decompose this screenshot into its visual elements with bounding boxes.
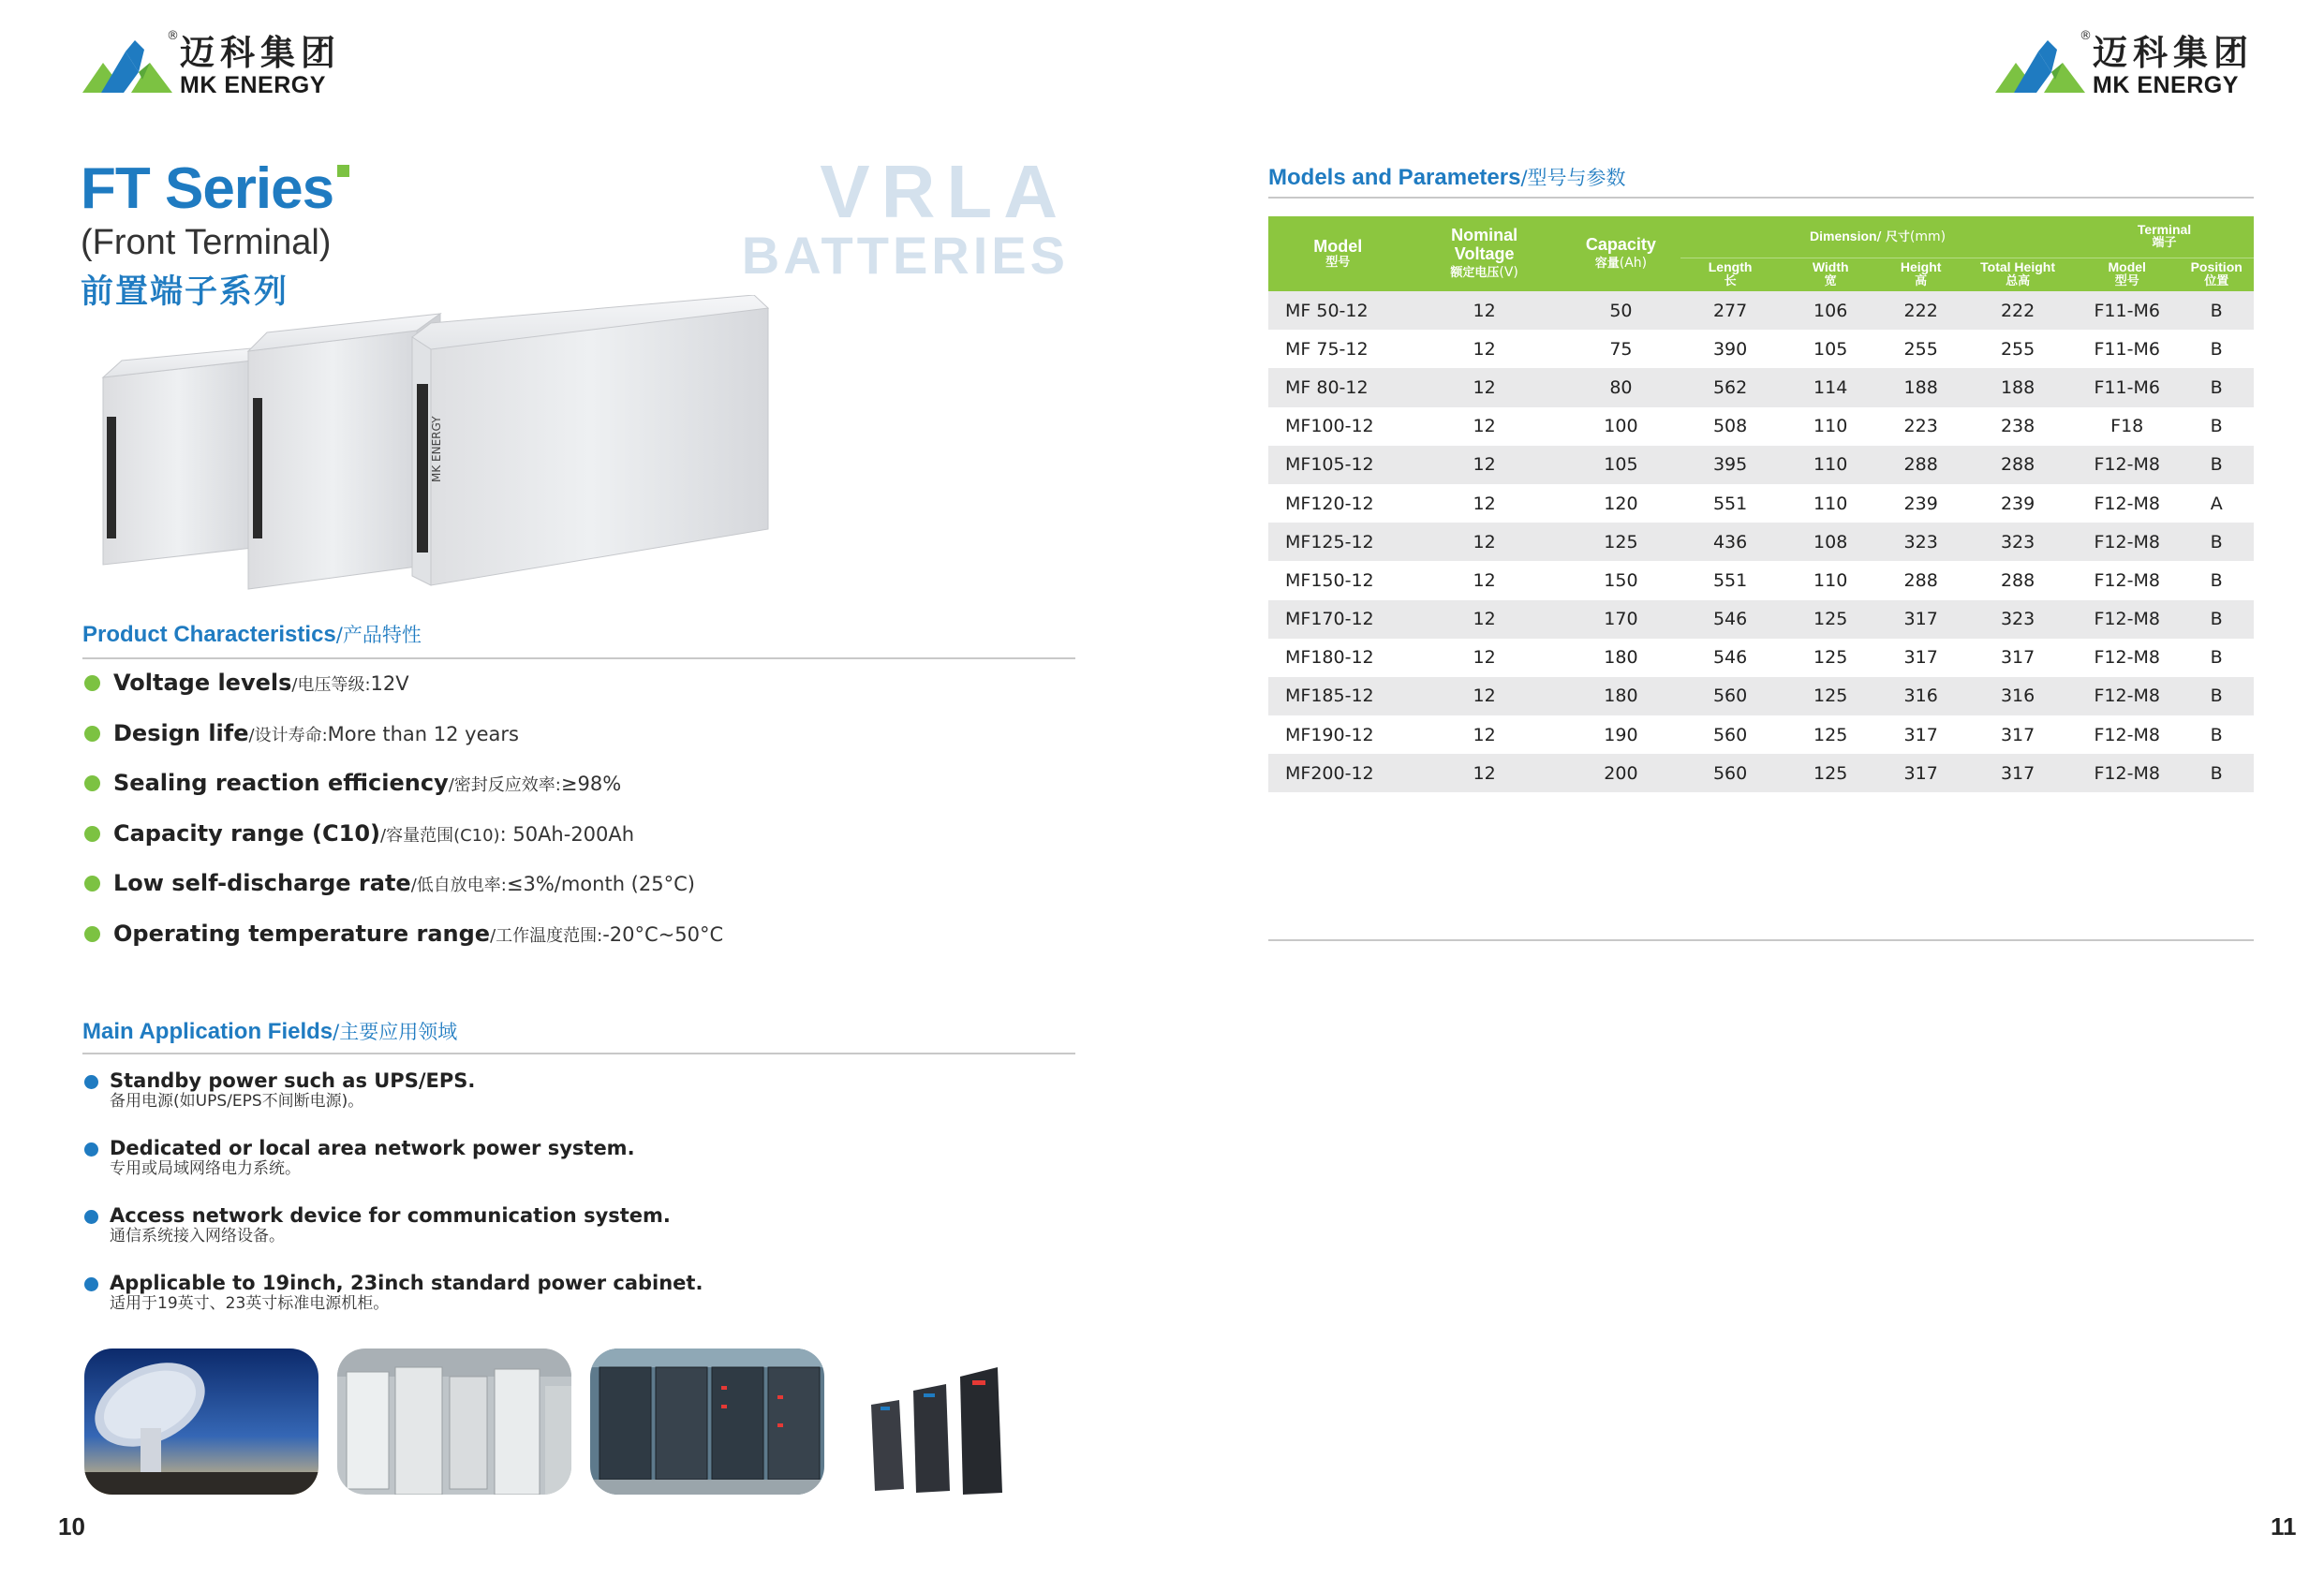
list-item: Standby power such as UPS/EPS. 备用电源(如UPS/EPS不间断电源)。 (84, 1069, 1077, 1137)
registered-mark: ® (2080, 29, 2092, 43)
table-cell: B (2179, 368, 2254, 406)
table-cell: MF150-12 (1268, 561, 1407, 599)
table-cell: B (2179, 330, 2254, 368)
table-cell: 125 (1780, 639, 1881, 677)
characteristics-title: Product Characteristics/产品特性 (82, 622, 422, 647)
blue-bullet-icon (84, 1075, 98, 1089)
table-cell: 390 (1680, 330, 1780, 368)
table-cell: B (2179, 754, 2254, 792)
table-cell: MF125-12 (1268, 523, 1407, 561)
table-cell: 551 (1680, 484, 1780, 523)
table-row (1268, 561, 2254, 599)
table-cell: 317 (1881, 754, 1961, 792)
table-cell: MF 75-12 (1268, 330, 1407, 368)
header-capacity: Capacity 容量(Ah) (1562, 216, 1680, 291)
table-cell: 12 (1407, 561, 1561, 599)
mk-logo-icon (82, 37, 172, 96)
brand-name-cn: 迈科集团 (180, 33, 341, 73)
table-cell: 316 (1961, 677, 2075, 715)
table-cell: B (2179, 446, 2254, 484)
table-cell: F12-M8 (2075, 639, 2179, 677)
table-cell: 110 (1780, 484, 1881, 523)
table-cell: F12-M8 (2075, 754, 2179, 792)
brand-name-en: MK ENERGY (180, 72, 326, 98)
table-cell: 395 (1680, 446, 1780, 484)
table-cell: 12 (1407, 368, 1561, 406)
applications-list (84, 1069, 1077, 1339)
header-height: Height 高 (1881, 258, 1961, 291)
table-cell: 222 (1881, 291, 1961, 330)
battery-brand-label: MK ENERGY (430, 416, 443, 482)
battery-product-image (94, 295, 787, 604)
table-cell: 255 (1881, 330, 1961, 368)
applications-title: Main Application Fields/主要应用领域 (82, 1019, 458, 1044)
table-cell: 12 (1407, 677, 1561, 715)
table-cell: 288 (1881, 446, 1961, 484)
list-item: Access network device for communication system. 通信系统接入网络设备。 (84, 1204, 1077, 1272)
table-cell: 110 (1780, 561, 1881, 599)
table-cell: F12-M8 (2075, 561, 2179, 599)
table-cell: 12 (1407, 715, 1561, 754)
table-cell: 317 (1961, 639, 2075, 677)
list-item: Applicable to 19inch, 23inch standard power cabinet. 适用于19英寸、23英寸标准电源机柜。 (84, 1272, 1077, 1339)
header-length: Length 长 (1680, 258, 1780, 291)
table-cell: F12-M8 (2075, 715, 2179, 754)
models-table (1268, 216, 2254, 792)
table-cell: 150 (1562, 561, 1680, 599)
list-item: Low self-discharge rate /低自放电率: ≤3%/month (25°C) (84, 870, 1077, 921)
table-cell: MF105-12 (1268, 446, 1407, 484)
battery-medium (248, 314, 440, 589)
series-title: FT Series (81, 155, 349, 222)
ups-towers-photo (843, 1349, 1077, 1495)
table-cell: 317 (1881, 715, 1961, 754)
table-cell: 114 (1780, 368, 1881, 406)
table-cell: 12 (1407, 523, 1561, 561)
table-cell: 323 (1961, 600, 2075, 639)
table-cell: 288 (1881, 561, 1961, 599)
table-cell: 323 (1881, 523, 1961, 561)
header-terminal-model: Model 型号 (2075, 258, 2179, 291)
table-cell: 108 (1780, 523, 1881, 561)
table-cell: 12 (1407, 600, 1561, 639)
brand-logo-right (1995, 29, 2254, 98)
watermark-vrla: VRLA (820, 150, 1069, 233)
table-cell: 12 (1407, 446, 1561, 484)
header-model: Model 型号 (1268, 216, 1407, 291)
table-cell: B (2179, 291, 2254, 330)
green-bullet-icon (84, 826, 100, 842)
table-row (1268, 715, 2254, 754)
header-voltage: Nominal Voltage 额定电压(V) (1407, 216, 1561, 291)
list-item: Sealing reaction efficiency /密封反应效率: ≥98% (84, 770, 1077, 820)
table-cell: 238 (1961, 407, 2075, 446)
list-item: Voltage levels /电压等级: 12V (84, 670, 1077, 720)
section-divider (82, 1053, 1075, 1054)
table-cell: MF180-12 (1268, 639, 1407, 677)
table-cell: 100 (1562, 407, 1680, 446)
table-cell: MF185-12 (1268, 677, 1407, 715)
table-cell: 546 (1680, 600, 1780, 639)
table-cell: 546 (1680, 639, 1780, 677)
brand-logo-left (82, 29, 341, 98)
blue-bullet-icon (84, 1210, 98, 1224)
table-cell: 560 (1680, 754, 1780, 792)
table-cell: 12 (1407, 291, 1561, 330)
table-cell: F11-M6 (2075, 291, 2179, 330)
header-dimension: Dimension/ 尺寸(mm) (1680, 216, 2075, 258)
green-bullet-icon (84, 675, 100, 691)
table-row (1268, 639, 2254, 677)
table-cell: 75 (1562, 330, 1680, 368)
table-cell: 316 (1881, 677, 1961, 715)
table-cell: F18 (2075, 407, 2179, 446)
table-cell: B (2179, 407, 2254, 446)
table-cell: 125 (1780, 754, 1881, 792)
table-cell: B (2179, 715, 2254, 754)
table-cell: 125 (1780, 715, 1881, 754)
list-item: Operating temperature range /工作温度范围: -20°C~50°C (84, 921, 1077, 971)
table-cell: 105 (1562, 446, 1680, 484)
table-cell: 317 (1961, 715, 2075, 754)
table-cell: MF 80-12 (1268, 368, 1407, 406)
table-cell: MF170-12 (1268, 600, 1407, 639)
table-cell: F11-M6 (2075, 330, 2179, 368)
list-item: Design life /设计寿命: More than 12 years (84, 720, 1077, 771)
green-bullet-icon (84, 726, 100, 742)
table-row (1268, 446, 2254, 484)
brand-name-cn: 迈科集团 (2093, 33, 2254, 73)
models-title: Models and Parameters/型号与参数 (1268, 165, 1626, 190)
table-row (1268, 484, 2254, 523)
table-cell: 551 (1680, 561, 1780, 599)
table-cell: 317 (1881, 600, 1961, 639)
table-cell: 288 (1961, 561, 2075, 599)
section-divider (82, 657, 1075, 659)
section-divider (1268, 197, 2254, 199)
table-cell: 223 (1881, 407, 1961, 446)
list-item: Dedicated or local area network power system. 专用或局域网络电力系统。 (84, 1137, 1077, 1204)
table-cell: 180 (1562, 677, 1680, 715)
table-cell: F12-M8 (2075, 677, 2179, 715)
table-cell: 200 (1562, 754, 1680, 792)
table-cell: 105 (1780, 330, 1881, 368)
green-bullet-icon (84, 876, 100, 892)
header-width: Width 宽 (1780, 258, 1881, 291)
table-cell: 110 (1780, 446, 1881, 484)
table-cell: 562 (1680, 368, 1780, 406)
green-bullet-icon (84, 775, 100, 791)
table-cell: 110 (1780, 407, 1881, 446)
server-room-photo (590, 1349, 824, 1495)
header-total-height: Total Height 总高 (1961, 258, 2075, 291)
table-row (1268, 330, 2254, 368)
table-row (1268, 291, 2254, 330)
table-row (1268, 368, 2254, 406)
table-cell: 239 (1881, 484, 1961, 523)
table-cell: MF200-12 (1268, 754, 1407, 792)
table-cell: 222 (1961, 291, 2075, 330)
power-cabinets-photo (337, 1349, 571, 1495)
table-cell: F11-M6 (2075, 368, 2179, 406)
table-bottom-rule (1268, 939, 2254, 941)
green-square-icon (337, 165, 349, 177)
series-subtitle: (Front Terminal) (81, 223, 332, 262)
watermark-batteries: BATTERIES (741, 226, 1069, 285)
table-row (1268, 754, 2254, 792)
table-cell: 239 (1961, 484, 2075, 523)
table-row (1268, 677, 2254, 715)
table-cell: 12 (1407, 330, 1561, 368)
table-cell: F12-M8 (2075, 446, 2179, 484)
blue-bullet-icon (84, 1277, 98, 1291)
table-cell: 436 (1680, 523, 1780, 561)
header-terminal: Terminal 端子 (2075, 216, 2254, 258)
table-cell: 190 (1562, 715, 1680, 754)
table-cell: B (2179, 523, 2254, 561)
table-cell: MF100-12 (1268, 407, 1407, 446)
table-cell: 12 (1407, 484, 1561, 523)
table-row (1268, 600, 2254, 639)
table-cell: 106 (1780, 291, 1881, 330)
series-title-cn: 前置端子系列 (81, 273, 289, 311)
table-cell: B (2179, 639, 2254, 677)
page-number-left: 10 (58, 1512, 85, 1540)
table-cell: 12 (1407, 407, 1561, 446)
battery-large (412, 295, 768, 585)
table-cell: MF120-12 (1268, 484, 1407, 523)
table-cell: 120 (1562, 484, 1680, 523)
header-position: Position 位置 (2179, 258, 2254, 291)
table-cell: MF190-12 (1268, 715, 1407, 754)
table-cell: F12-M8 (2075, 600, 2179, 639)
table-cell: B (2179, 561, 2254, 599)
table-cell: 277 (1680, 291, 1780, 330)
mk-logo-icon (1995, 37, 2085, 96)
table-cell: 180 (1562, 639, 1680, 677)
table-cell: 560 (1680, 677, 1780, 715)
table-cell: 560 (1680, 715, 1780, 754)
table-cell: 125 (1562, 523, 1680, 561)
table-cell: 12 (1407, 639, 1561, 677)
table-cell: 188 (1961, 368, 2075, 406)
satellite-dish-photo (84, 1349, 318, 1495)
battery-small (103, 346, 272, 565)
table-cell: 125 (1780, 600, 1881, 639)
registered-mark: ® (167, 29, 179, 43)
table-cell: 317 (1961, 754, 2075, 792)
table-cell: 125 (1780, 677, 1881, 715)
green-bullet-icon (84, 926, 100, 942)
brand-name-en: MK ENERGY (2093, 72, 2239, 98)
table-cell: B (2179, 677, 2254, 715)
table-cell: 12 (1407, 754, 1561, 792)
table-cell: 50 (1562, 291, 1680, 330)
table-cell: 317 (1881, 639, 1961, 677)
table-row (1268, 407, 2254, 446)
page-number-right: 11 (2271, 1512, 2297, 1540)
table-cell: B (2179, 600, 2254, 639)
table-cell: F12-M8 (2075, 484, 2179, 523)
table-cell: 188 (1881, 368, 1961, 406)
table-cell: 288 (1961, 446, 2075, 484)
table-cell: 323 (1961, 523, 2075, 561)
table-cell: F12-M8 (2075, 523, 2179, 561)
table-cell: A (2179, 484, 2254, 523)
table-row (1268, 523, 2254, 561)
characteristics-list (84, 670, 1077, 971)
list-item: Capacity range (C10) /容量范围(C10) : 50Ah-200Ah (84, 820, 1077, 871)
table-cell: 80 (1562, 368, 1680, 406)
table-cell: 255 (1961, 330, 2075, 368)
table-cell: 508 (1680, 407, 1780, 446)
table-cell: 170 (1562, 600, 1680, 639)
table-cell: MF 50-12 (1268, 291, 1407, 330)
blue-bullet-icon (84, 1142, 98, 1157)
